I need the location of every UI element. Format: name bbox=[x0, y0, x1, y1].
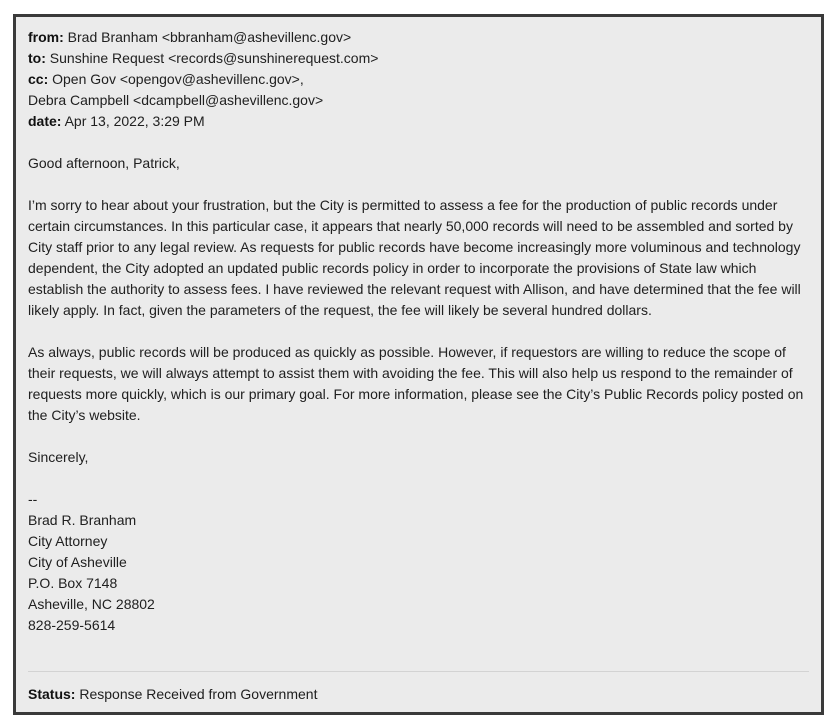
email-message bbox=[13, 14, 824, 715]
signature-separator: -- bbox=[28, 491, 38, 507]
to-value: Sunshine Request <records@sunshinerequest.com> bbox=[49, 50, 379, 66]
status-line bbox=[28, 684, 317, 705]
signature-name: Brad R. Branham bbox=[28, 512, 137, 528]
signature-city-state-zip: Asheville, NC 28802 bbox=[28, 596, 155, 612]
body-paragraph-2: As always, public records will be produced as quickly as possible. However, if requestors are willing to reduce the scope of their requests, we will always attempt to assist them with avoiding the fee. This will also help us respond to the remainder of requests more quickly, which is our primary goal. For more information, please see the City’s Public Records policy posted on the City’s website. bbox=[28, 344, 804, 423]
email-content bbox=[28, 27, 814, 636]
to-line bbox=[28, 48, 814, 69]
date-line bbox=[28, 111, 814, 132]
closing: Sincerely, bbox=[28, 449, 89, 465]
from-value: Brad Branham <bbranham@ashevillenc.gov> bbox=[67, 29, 352, 45]
body-paragraph-1: I’m sorry to hear about your frustration, but the City is permitted to assess a fee for the production of public records under certain circumstances. In this particular case, it appears that nearly 50,000 records will need to be assembled and sorted by City staff prior to any legal review. As requests for public records have become increasingly more voluminous and technology dependent, the City adopted an updated public records policy in order to incorporate the provisions of State law which establish the authority to assess fees. I have reviewed the relevant request with Allison, and have determined that the fee will likely apply. In fact, given the parameters of the request, the fee will likely be several hundred dollars. bbox=[28, 197, 801, 318]
signature-phone: 828-259-5614 bbox=[28, 617, 116, 633]
date-value: Apr 13, 2022, 3:29 PM bbox=[64, 113, 205, 129]
signature-po-box: P.O. Box 7148 bbox=[28, 575, 118, 591]
date-label: date: bbox=[28, 113, 62, 129]
cc-label: cc: bbox=[28, 71, 49, 87]
cc-line bbox=[28, 69, 814, 90]
cc-value-2: Debra Campbell <dcampbell@ashevillenc.gov> bbox=[28, 92, 324, 108]
from-line bbox=[28, 27, 814, 48]
from-label: from: bbox=[28, 29, 64, 45]
status-label: Status: bbox=[28, 686, 76, 702]
status-divider bbox=[28, 671, 809, 672]
signature-title: City Attorney bbox=[28, 533, 108, 549]
status-value: Response Received from Government bbox=[79, 686, 318, 702]
greeting: Good afternoon, Patrick, bbox=[28, 155, 180, 171]
to-label: to: bbox=[28, 50, 46, 66]
signature-organization: City of Asheville bbox=[28, 554, 127, 570]
cc-value-1: Open Gov <opengov@ashevillenc.gov>, bbox=[52, 71, 304, 87]
